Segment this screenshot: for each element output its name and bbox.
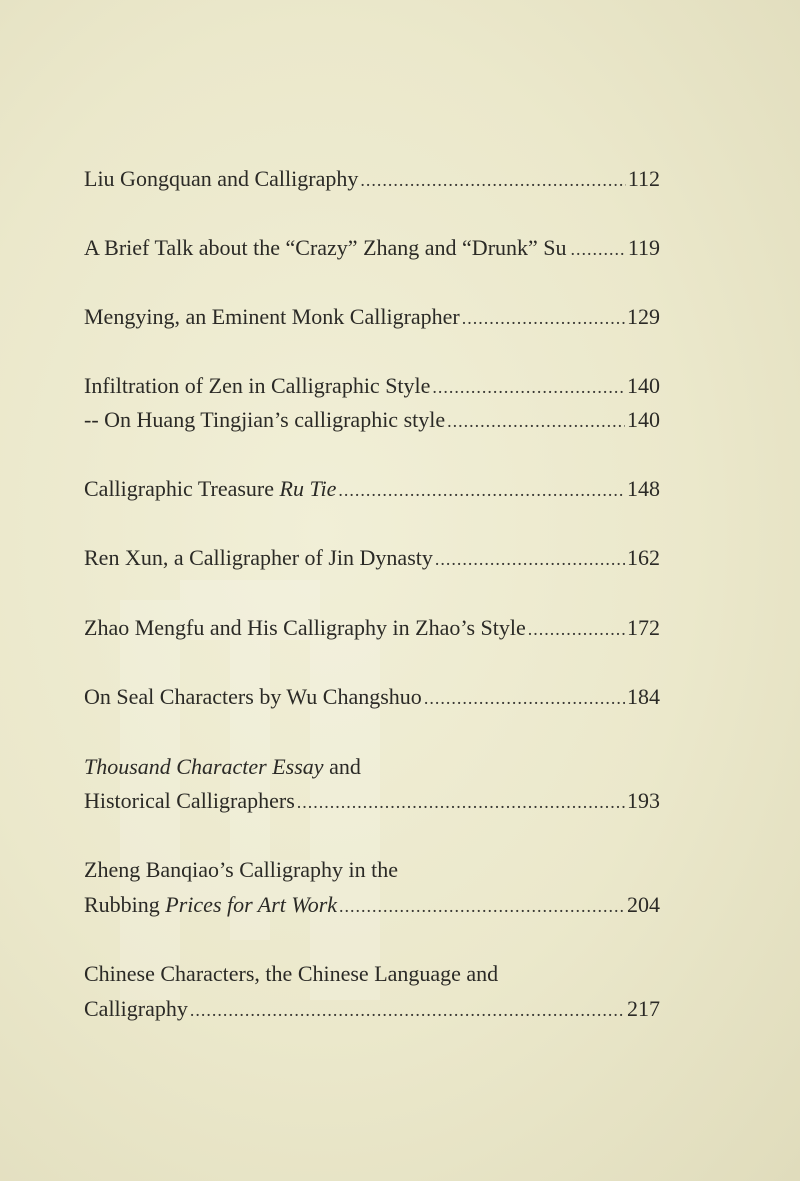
entry-title: A Brief Talk about the “Crazy” Zhang and “Drunk” Su xyxy=(84,235,567,260)
entry-title-line2 xyxy=(84,889,337,921)
entry-title: -- On Huang Tingjian’s calligraphic style xyxy=(84,407,446,432)
toc-entry-line1 xyxy=(84,751,660,783)
entry-title-prefix: Rubbing xyxy=(84,892,166,917)
entry-title: Ren Xun, a Calligrapher of Jin Dynasty xyxy=(84,545,433,570)
entry-page-number: 184 xyxy=(627,684,660,709)
dot-leader xyxy=(297,786,625,818)
toc-entry xyxy=(84,473,660,505)
entry-title-italic: Prices for Art Work xyxy=(165,892,338,917)
toc-entry xyxy=(84,301,660,333)
dot-leader xyxy=(432,371,625,403)
entry-title-rest: and xyxy=(323,754,361,779)
dot-leader xyxy=(462,302,625,334)
entry-page-number: 193 xyxy=(627,788,660,813)
entry-title: Mengying, an Eminent Monk Calligrapher xyxy=(84,304,460,329)
toc-entry xyxy=(84,163,660,195)
entry-title-italic: Ru Tie xyxy=(279,476,337,501)
toc-entry xyxy=(84,542,660,574)
dot-leader xyxy=(360,164,625,196)
dot-leader xyxy=(528,613,625,645)
dot-leader xyxy=(190,994,625,1026)
entry-page-number: 129 xyxy=(627,304,660,329)
toc-entry-line1 xyxy=(84,958,660,990)
entry-page-number: 119 xyxy=(627,235,660,260)
entry-title-line2: Historical Calligraphers xyxy=(84,788,295,813)
toc-entry-line2 xyxy=(84,889,660,921)
toc-entry xyxy=(84,612,660,644)
entry-title: On Seal Characters by Wu Changshuo xyxy=(84,684,422,709)
dot-leader xyxy=(424,682,625,714)
toc-entry xyxy=(84,370,660,402)
dot-leader xyxy=(447,405,625,437)
toc-entry-line2 xyxy=(84,785,660,817)
toc-entry-line2 xyxy=(84,993,660,1025)
entry-title: Zhao Mengfu and His Calligraphy in Zhao’s Style xyxy=(84,615,526,640)
entry-title-line2: Calligraphy xyxy=(84,996,188,1021)
entry-page-number: 140 xyxy=(627,373,660,398)
toc-entry xyxy=(84,232,660,264)
entry-title-line1 xyxy=(84,751,361,783)
dot-leader xyxy=(339,890,625,922)
entry-page-number: 112 xyxy=(627,166,660,191)
toc-entry-subtitle xyxy=(84,404,660,436)
entry-title xyxy=(84,473,336,505)
entry-page-number: 162 xyxy=(627,545,660,570)
dot-leader xyxy=(435,543,625,575)
toc-entry xyxy=(84,681,660,713)
entry-title: Infiltration of Zen in Calligraphic Style xyxy=(84,373,431,398)
entry-page-number: 148 xyxy=(627,476,660,501)
dot-leader xyxy=(338,474,625,506)
entry-page-number: 217 xyxy=(627,996,660,1021)
dot-leader xyxy=(571,233,624,265)
entry-page-number: 172 xyxy=(627,615,660,640)
entry-title: Liu Gongquan and Calligraphy xyxy=(84,166,359,191)
entry-page-number: 140 xyxy=(627,407,660,432)
entry-page-number: 204 xyxy=(627,892,660,917)
entry-title-line1: Chinese Characters, the Chinese Language and xyxy=(84,961,499,986)
entry-title-prefix: Calligraphic Treasure xyxy=(84,476,280,501)
toc-entry-line1 xyxy=(84,854,660,886)
entry-title-line1: Zheng Banqiao’s Calligraphy in the xyxy=(84,857,399,882)
entry-title-italic: Thousand Character Essay xyxy=(84,754,324,779)
